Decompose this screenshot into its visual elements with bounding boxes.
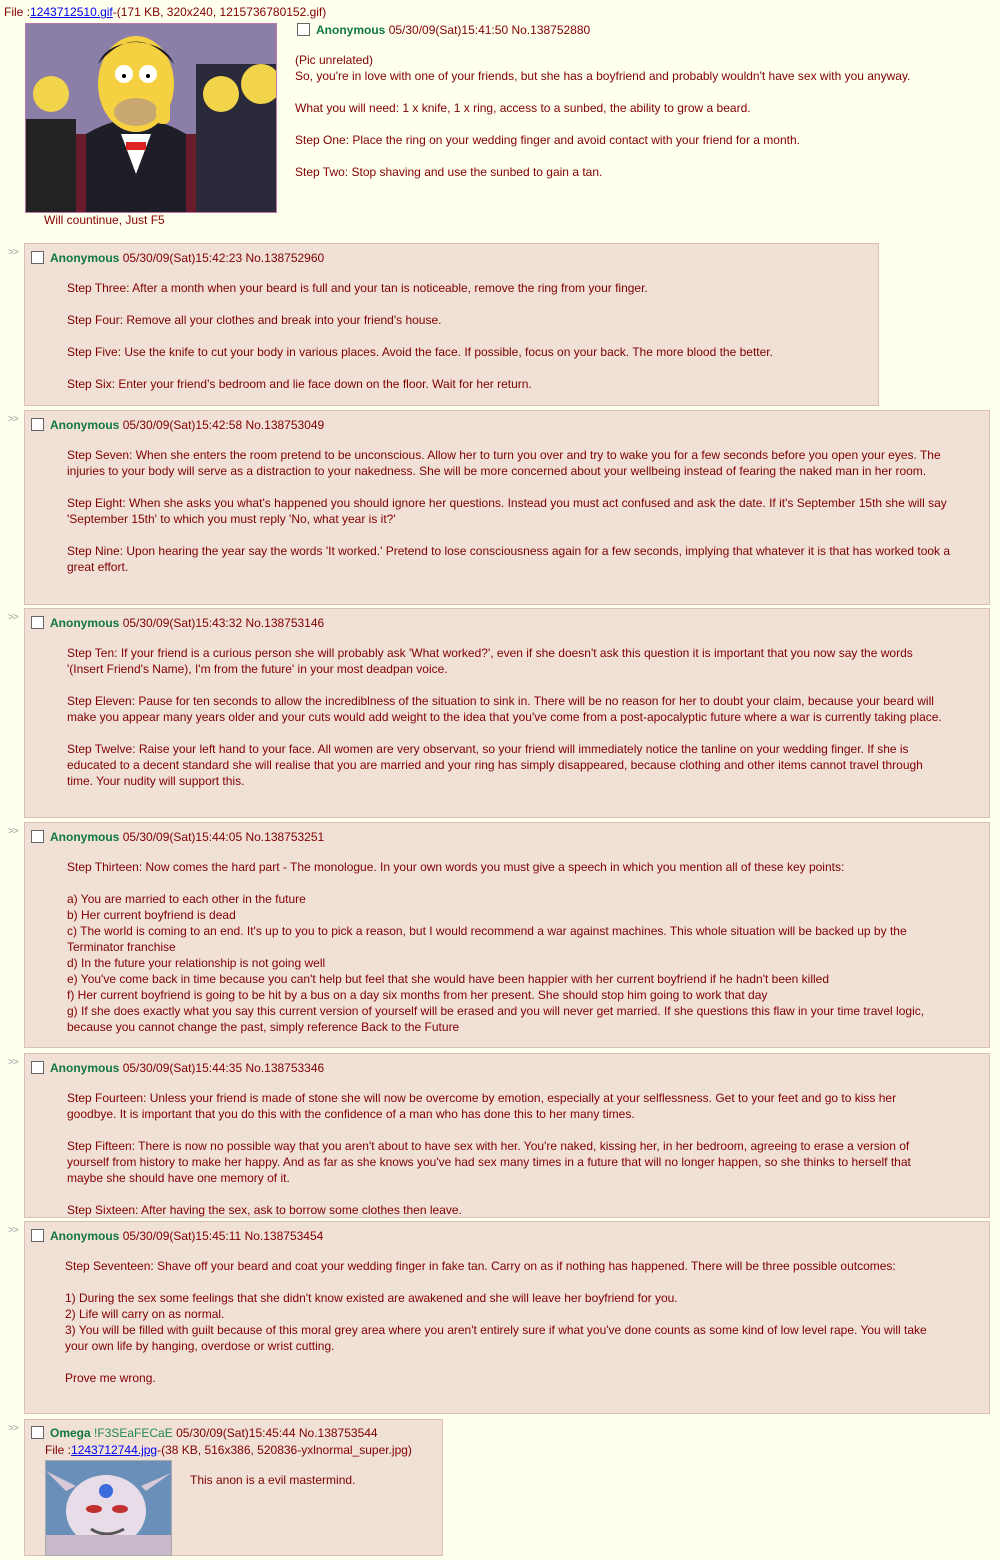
reply-body <box>67 859 952 1035</box>
reply-post-number[interactable]: No.138753346 <box>245 1061 325 1075</box>
reply-arrow: >> <box>8 1057 18 1068</box>
op-caption: Will countinue, Just F5 <box>44 213 165 227</box>
reply-container <box>24 1419 443 1556</box>
op-post-header <box>297 22 590 38</box>
reply-datetime: 05/30/09(Sat)15:43:32 <box>122 616 243 630</box>
reply-poster-name: Anonymous <box>50 251 120 265</box>
reply-key-points-list: a) You are married to each other in the future b) Her current boyfriend is dead c) The world is coming to an end. It's up to you to pick a reason, but I would recommend a war against machines. This whole situation will be backed up by the Terminator franchise d) In the future your relationship is not going well e) You've come back in time because you can't help but feel that she would have been happier with her current boyfriend if he hadn't been killed f) Her current boyfriend is going to be hit by a bus on a day six months from her present. She should stop him going to work that day g) If she does exactly what you say this current version of yourself will be erased and you will never get married. If she questions this flaw in your time travel logic, because you cannot change the past, simply reference Back to the Future <box>67 892 925 1034</box>
reply-post-number[interactable]: No.138753251 <box>245 830 325 844</box>
reply-delete-checkbox[interactable] <box>31 1229 44 1242</box>
op-post-body <box>295 52 935 180</box>
reply-header <box>31 1060 324 1076</box>
reply-arrow: >> <box>8 1225 18 1236</box>
op-poster-name: Anonymous <box>316 23 386 37</box>
reply-paragraph: Step Eight: When she asks you what's happened you should ignore her questions. Instead you must act confused and ask the date. If it's September 15th she will say 'September 15th' to which you must reply 'No, what year is it?' <box>67 496 947 526</box>
reply-arrow: >> <box>8 414 18 425</box>
reply-header <box>31 829 324 845</box>
reply-post-number[interactable]: No.138753146 <box>245 616 325 630</box>
reply-arrow: >> <box>8 1423 18 1434</box>
reply-post-number[interactable]: No.138753454 <box>244 1229 324 1243</box>
reply-paragraph: Step Twelve: Raise your left hand to your face. All women are very observant, so your friend will immediately notice the tanline on your wedding finger. If she is educated to a decent standard she will realise that you are married and your ring has simply disappeared, because clothing and other items cannot travel through time. Your nudity will support this. <box>67 742 923 788</box>
op-thumbnail[interactable] <box>25 23 277 213</box>
op-post-number[interactable]: No.138752880 <box>511 23 591 37</box>
reply-body <box>67 1090 937 1218</box>
reply-datetime: 05/30/09(Sat)15:45:11 <box>122 1229 242 1243</box>
op-file-label: File : <box>4 5 31 19</box>
op-thumbnail-image <box>26 24 276 212</box>
reply-datetime: 05/30/09(Sat)15:44:35 <box>122 1061 243 1075</box>
reply-delete-checkbox[interactable] <box>31 616 44 629</box>
reply-paragraph: Step Four: Remove all your clothes and break into your friend's house. <box>67 313 442 327</box>
reply-container <box>24 822 990 1048</box>
reply-container <box>24 1053 990 1218</box>
reply-poster-name: Anonymous <box>50 1229 120 1243</box>
reply-post-number[interactable]: No.138752960 <box>245 251 325 265</box>
reply-header <box>31 417 324 433</box>
reply-datetime: 05/30/09(Sat)15:44:05 <box>122 830 243 844</box>
reply-container <box>24 243 879 406</box>
reply-poster-name: Anonymous <box>50 1061 120 1075</box>
op-delete-checkbox[interactable] <box>297 23 310 36</box>
op-paragraph: Step Two: Stop shaving and use the sunbed to gain a tan. <box>295 165 603 179</box>
reply-paragraph: Step Thirteen: Now comes the hard part - The monologue. In your own words you must give a speech in which you mention all of these key points: <box>67 860 845 874</box>
reply-container <box>24 1221 990 1414</box>
reply-poster-name: Anonymous <box>50 418 120 432</box>
reply-delete-checkbox[interactable] <box>31 251 44 264</box>
reply-arrow: >> <box>8 612 18 623</box>
reply-tripcode: !F3SEaFECaE <box>94 1426 173 1440</box>
reply-body <box>67 447 952 575</box>
reply-header <box>31 615 324 631</box>
reply-delete-checkbox[interactable] <box>31 830 44 843</box>
reply-header <box>31 1425 378 1441</box>
reply-thumbnail[interactable] <box>45 1460 172 1556</box>
reply-paragraph: Step Five: Use the knife to cut your body in various places. Avoid the face. If possible, focus on your back. The more blood the better. <box>67 345 773 359</box>
reply-delete-checkbox[interactable] <box>31 1061 44 1074</box>
reply-file-info <box>45 1442 412 1458</box>
reply-arrow: >> <box>8 826 18 837</box>
op-datetime: 05/30/09(Sat)15:41:50 <box>388 23 509 37</box>
reply-body <box>65 1258 935 1386</box>
reply-file-meta: -(38 KB, 516x386, 520836-yxlnormal_super.jpg) <box>157 1443 412 1457</box>
reply-datetime: 05/30/09(Sat)15:45:44 <box>176 1426 296 1440</box>
reply-body <box>67 280 857 392</box>
reply-paragraph: Step Three: After a month when your beard is full and your tan is noticeable, remove the ring from your finger. <box>67 281 648 295</box>
op-file-info <box>4 4 326 20</box>
reply-datetime: 05/30/09(Sat)15:42:23 <box>122 251 243 265</box>
op-paragraph: (Pic unrelated) So, you're in love with one of your friends, but she has a boyfriend and probably wouldn't have sex with you anyway. <box>295 53 911 83</box>
reply-poster-name: Omega <box>50 1426 91 1440</box>
reply-container <box>24 410 990 605</box>
reply-paragraph: 1) During the sex some feelings that she didn't know existed are awakened and she will leave her boyfriend for you. 2) Life will carry on as normal. 3) You will be filled with guilt because of this moral grey area where you aren't entirely sure if what you've done counts as some kind of low level rape. You will take your own life by hanging, overdose or wrist cutting. <box>65 1291 927 1353</box>
op-paragraph: What you will need: 1 x knife, 1 x ring, access to a sunbed, the ability to grow a beard. <box>295 101 751 115</box>
op-paragraph: Step One: Place the ring on your wedding finger and avoid contact with your friend for a month. <box>295 133 800 147</box>
reply-paragraph: Step Fourteen: Unless your friend is made of stone she will now be overcome by emotion, especially at your selflessness. Get to your feet and go to kiss her goodbye. It is important that you do this with the confidence of a man who has done this to her many times. <box>67 1091 897 1121</box>
reply-paragraph: Step Seventeen: Shave off your beard and coat your wedding finger in fake tan. Carry on as if nothing has happened. There will be three possible outcomes: <box>65 1259 896 1273</box>
reply-paragraph: Step Seven: When she enters the room pretend to be unconscious. Allow her to turn you over and try to wake you for a few seconds before you open your eyes. The injuries to your body will serve as a distraction to your nakedness. She will be more concerned about your wellbeing instead of fearing the naked man in her room. <box>67 448 941 478</box>
reply-file-label: File : <box>45 1443 72 1457</box>
reply-header <box>31 1228 323 1244</box>
reply-paragraph: Prove me wrong. <box>65 1371 156 1385</box>
reply-paragraph: Step Ten: If your friend is a curious person she will probably ask 'What worked?', even if she doesn't ask this question it is important that you now say the words '(Insert Friend's Name), I'm from the future' in your most deadpan voice. <box>67 646 913 676</box>
reply-file-link[interactable]: 1243712744.jpg <box>71 1443 158 1457</box>
reply-post-number[interactable]: No.138753049 <box>245 418 325 432</box>
reply-header <box>31 250 324 266</box>
reply-delete-checkbox[interactable] <box>31 418 44 431</box>
reply-datetime: 05/30/09(Sat)15:42:58 <box>122 418 243 432</box>
reply-paragraph: Step Sixteen: After having the sex, ask to borrow some clothes then leave. <box>67 1203 462 1217</box>
op-file-link[interactable]: 1243712510.gif <box>30 5 113 19</box>
reply-paragraph: Step Six: Enter your friend's bedroom and lie face down on the floor. Wait for her return. <box>67 377 532 391</box>
op-file-meta: -(171 KB, 320x240, 1215736780152.gif) <box>112 5 327 19</box>
reply-paragraph: Step Fifteen: There is now no possible way that you aren't about to have sex with her. You're naked, kissing her, in her bedroom, agreeing to erase a version of yourself from history to make her happy. And as far as she knows you've had sex many times in a future that will no longer happen, so she thinks to herself that maybe she should have one memory of it. <box>67 1139 911 1185</box>
reply-poster-name: Anonymous <box>50 830 120 844</box>
reply-post-number[interactable]: No.138753544 <box>298 1426 378 1440</box>
reply-body <box>67 645 952 789</box>
reply-paragraph: Step Nine: Upon hearing the year say the words 'It worked.' Pretend to lose consciousness again for a few seconds, implying that whatever it is that has worked took a great effort. <box>67 544 951 574</box>
reply-arrow: >> <box>8 247 18 258</box>
reply-thumbnail-image <box>46 1461 171 1555</box>
reply-comment: This anon is a evil mastermind. <box>190 1473 356 1487</box>
reply-poster-name: Anonymous <box>50 616 120 630</box>
reply-delete-checkbox[interactable] <box>31 1426 44 1439</box>
reply-paragraph: Step Eleven: Pause for ten seconds to allow the incrediblness of the situation to sink in. There will be no reason for her to doubt your claim, because your beard will make you appear many years older and your cuts would add weight to the idea that you've come from a post-apocalyptic future where a war is currently taking place. <box>67 694 942 724</box>
reply-container <box>24 608 990 818</box>
